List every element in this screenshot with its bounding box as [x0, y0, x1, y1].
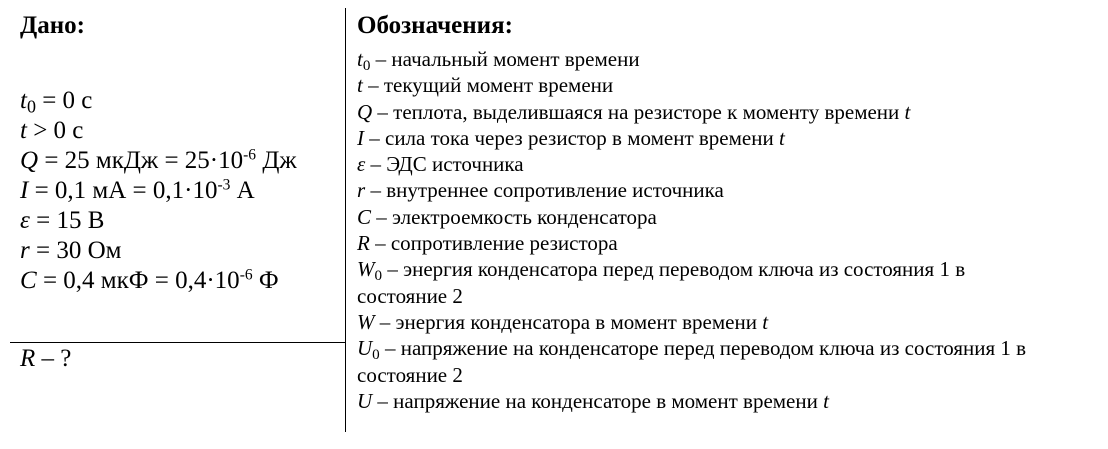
given-value: = 30 Ом [29, 237, 122, 264]
given-subscript: 0 [26, 96, 36, 117]
notation-tail-symbol: t [823, 388, 829, 413]
given-item-r [20, 236, 297, 266]
given-value: = 0,4 мкФ = 0,4·10 [36, 267, 240, 294]
given-value: = 25 мкДж = 25·10 [38, 147, 244, 174]
notation-item-i [357, 125, 1057, 151]
notation-text: – внутреннее сопротивление источника [365, 178, 724, 203]
find-text: – ? [35, 345, 72, 372]
given-exponent: -6 [243, 146, 257, 164]
notation-list [357, 46, 1057, 414]
notation-symbol: Q [357, 99, 373, 124]
notation-subscript: 0 [374, 268, 383, 285]
notation-symbol: W [357, 309, 375, 334]
notation-item-t [357, 72, 1057, 98]
notation-symbol: r [357, 178, 366, 203]
notation-symbol: U [357, 388, 373, 413]
horizontal-divider [10, 342, 345, 343]
notation-symbol: I [357, 125, 364, 150]
given-unit: Ф [252, 267, 279, 294]
notation-item-w0 [357, 256, 1057, 309]
given-item-q [20, 146, 297, 176]
notation-symbol: ε [357, 152, 366, 177]
given-unit: Дж [256, 147, 297, 174]
notation-symbol: U [357, 336, 373, 361]
given-symbol: r [20, 237, 30, 264]
notation-text: – напряжение на конденсаторе перед переводом ключа из состояния 1 в состояние 2 [357, 336, 1027, 387]
notation-title: Обозначения: [357, 12, 513, 39]
find-unknown [20, 344, 71, 374]
given-symbol: I [20, 177, 29, 204]
notation-symbol: R [357, 231, 370, 256]
given-item-t0 [20, 86, 297, 116]
notation-text: – сопротивление резистора [369, 231, 618, 256]
given-value: = 0,1 мА = 0,1·10 [28, 177, 218, 204]
find-symbol: R [20, 345, 36, 372]
notation-text: – энергия конденсатора в момент времени [374, 309, 763, 334]
notation-item-u [357, 388, 1057, 414]
given-symbol: C [20, 267, 37, 294]
vertical-divider [345, 8, 346, 432]
given-exponent: -3 [217, 176, 231, 194]
given-symbol: ε [20, 207, 30, 234]
notation-symbol: t [357, 73, 363, 98]
given-unit: А [230, 177, 255, 204]
notation-text: – сила тока через резистор в момент времени [364, 125, 779, 150]
notation-item-c [357, 204, 1057, 230]
notation-symbol: W [357, 257, 375, 282]
given-value: = 0 с [35, 87, 93, 114]
notation-item-t0 [357, 46, 1057, 72]
given-exponent: -6 [239, 266, 253, 284]
notation-text: – теплота, выделившаяся на резисторе к моменту времени [372, 99, 905, 124]
notation-text: – начальный момент времени [370, 47, 640, 71]
given-item-i [20, 176, 297, 206]
notation-tail-symbol: t [762, 309, 769, 334]
given-list [20, 86, 297, 296]
given-symbol: t [20, 87, 27, 114]
notation-item-r-resistor [357, 230, 1057, 256]
given-item-t [20, 116, 297, 146]
notation-subscript: 0 [362, 57, 371, 74]
given-value: > 0 с [26, 117, 84, 144]
notation-text: – энергия конденсатора перед переводом ключа из состояния 1 в состояние 2 [357, 257, 966, 308]
notation-symbol: C [357, 204, 372, 229]
notation-subscript: 0 [372, 347, 380, 364]
notation-tail-symbol: t [778, 125, 785, 150]
notation-item-u0 [357, 335, 1057, 388]
given-title: Дано: [20, 12, 85, 39]
notation-tail-symbol: t [904, 99, 911, 124]
notation-text: – ЭДС источника [365, 152, 524, 177]
notation-symbol: t [357, 47, 363, 71]
notation-text: – напряжение на конденсаторе в момент времени [372, 388, 824, 413]
notation-item-r-internal [357, 177, 1057, 203]
notation-text: – текущий момент времени [362, 73, 614, 98]
given-item-emf [20, 206, 297, 236]
notation-item-emf [357, 151, 1057, 177]
given-item-c [20, 266, 297, 296]
notation-item-q [357, 99, 1057, 125]
notation-text: – электроемкость конденсатора [371, 204, 657, 229]
notation-item-w [357, 309, 1057, 335]
given-value: = 15 В [29, 207, 105, 234]
given-symbol: t [20, 117, 27, 144]
given-symbol: Q [20, 147, 39, 174]
